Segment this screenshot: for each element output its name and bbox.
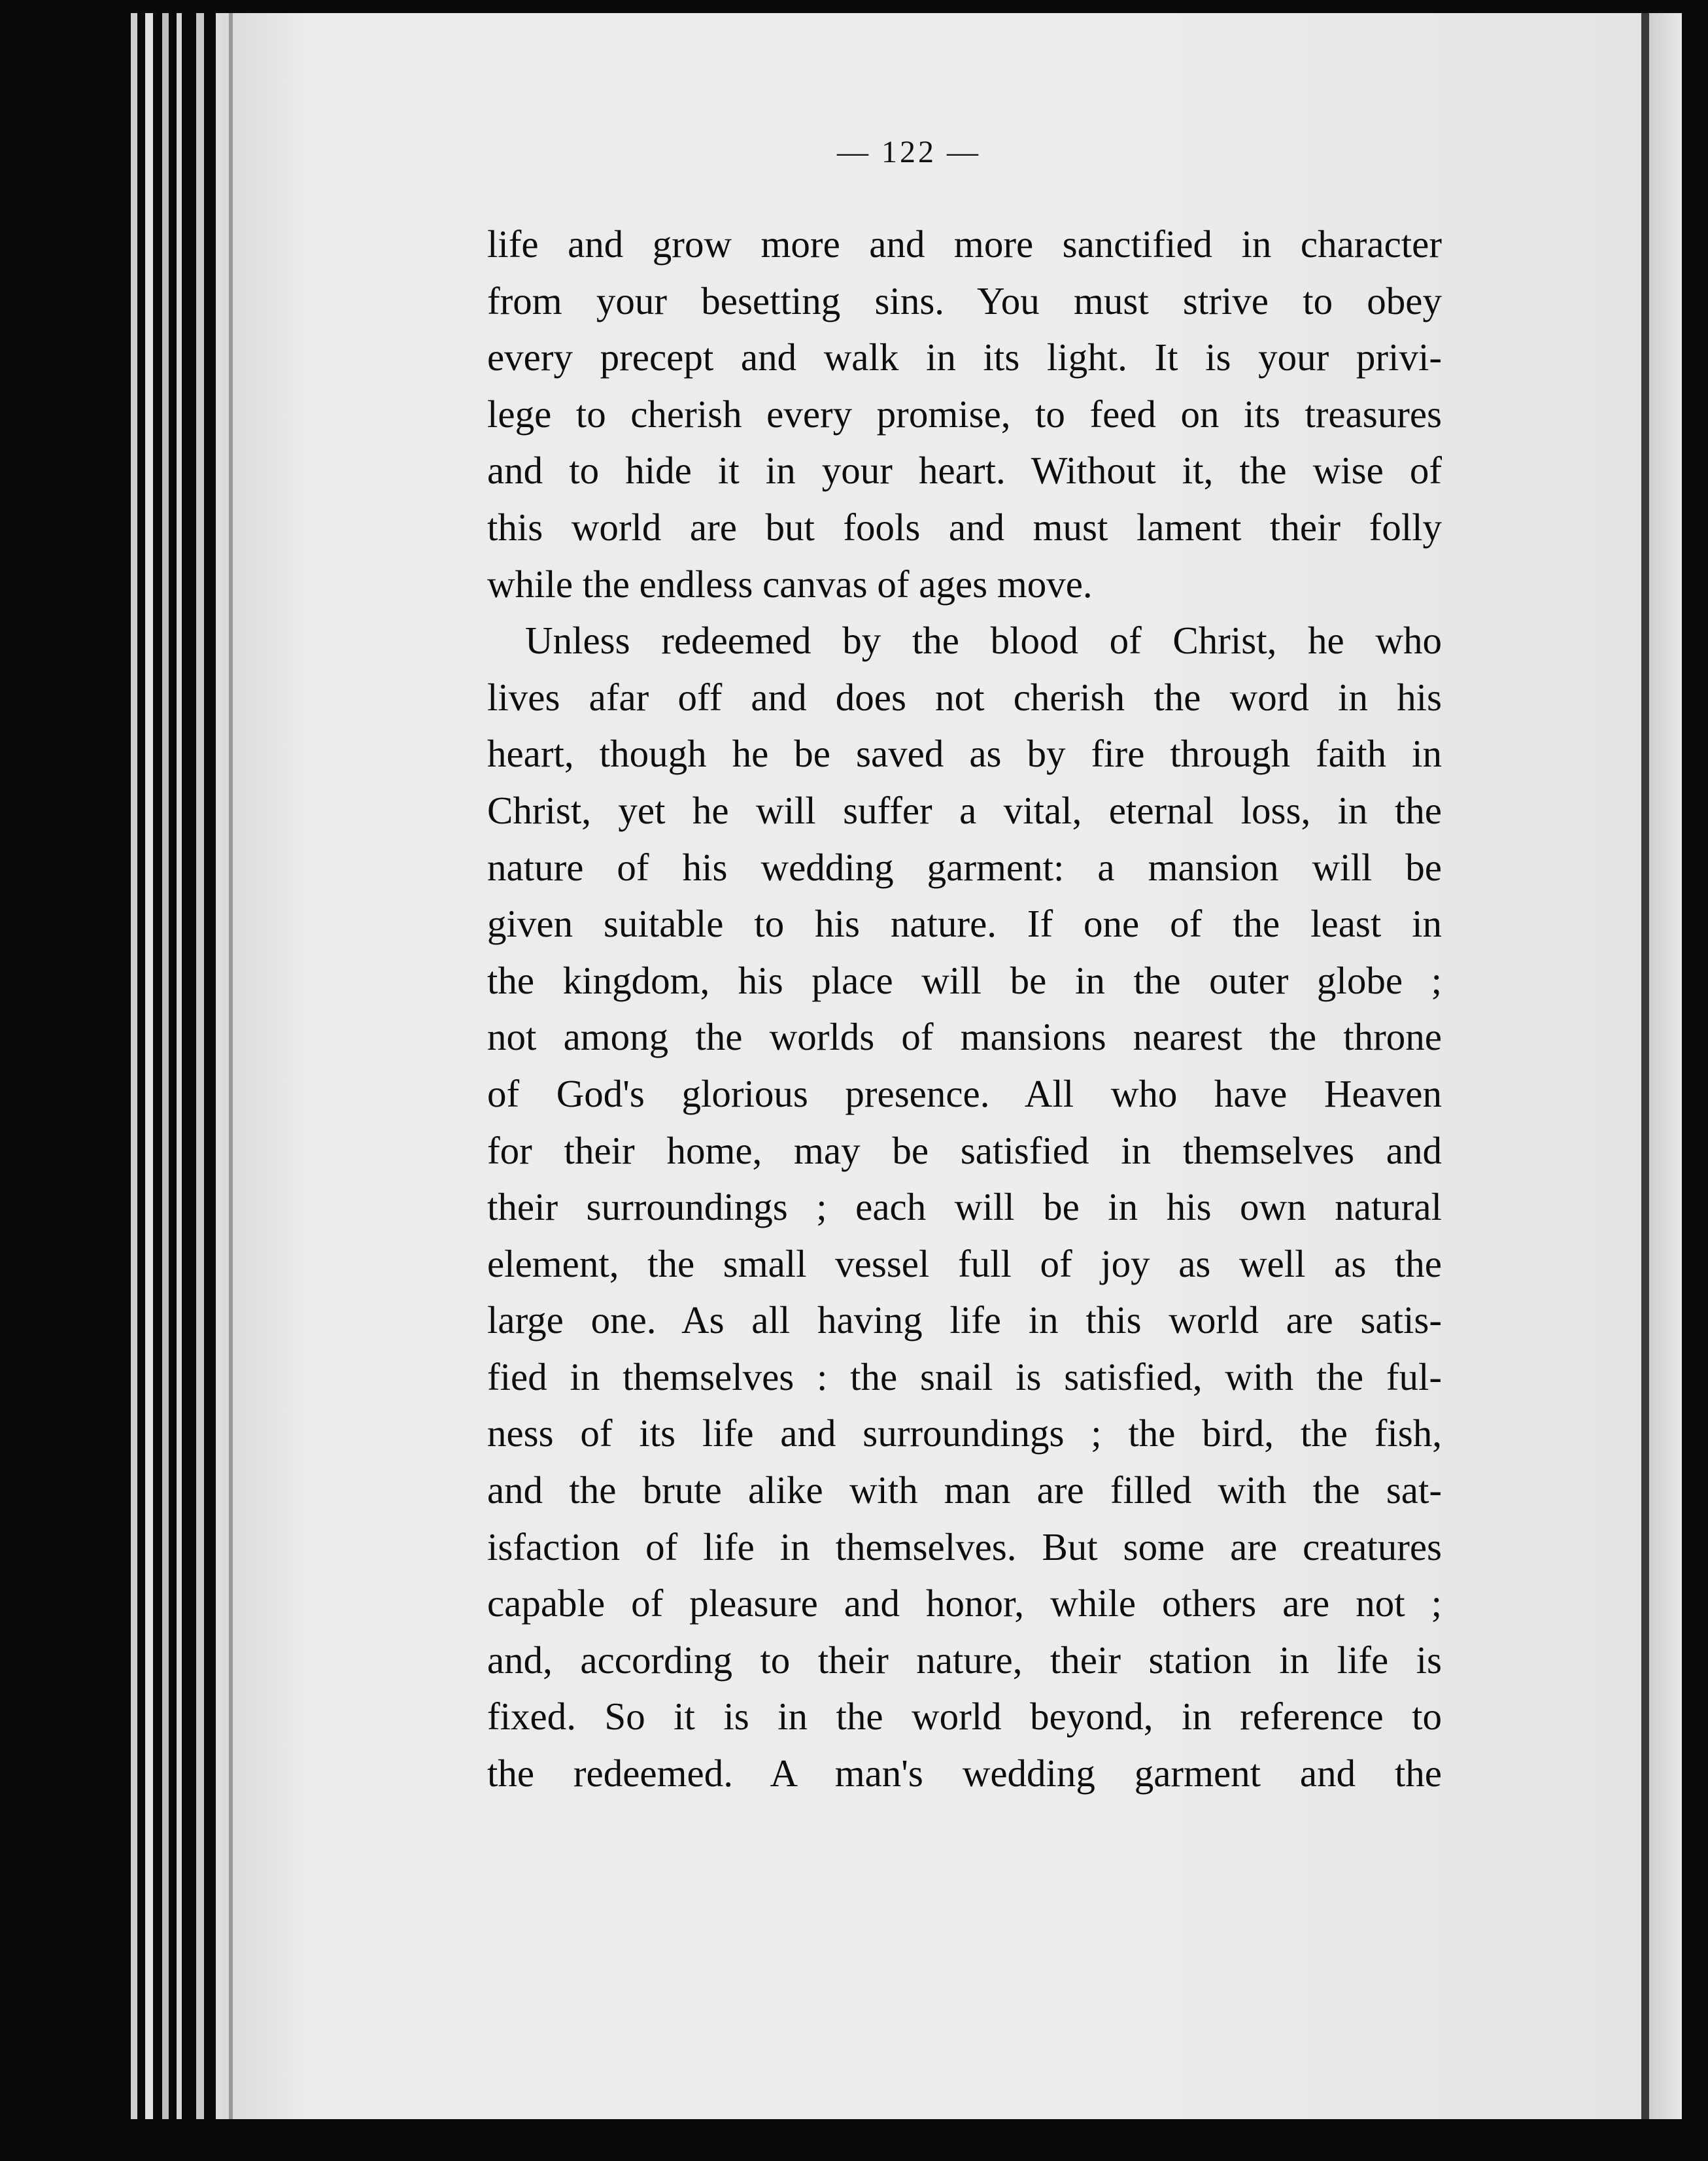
text-line: isfaction of life in themselves. But some are creatures: [487, 1525, 1442, 1568]
text-line: Unless redeemed by the blood of Christ, he who: [525, 619, 1442, 663]
text-line: given suitable to his nature. If one of the least in: [487, 902, 1442, 946]
text-line: every precept and walk in its light. It is your privi-: [487, 336, 1442, 379]
paragraph: [487, 612, 1442, 1801]
bottom-margin: [0, 2119, 1708, 2161]
text-line: lege to cherish every promise, to feed on its treasures: [487, 392, 1442, 436]
gutter-rule: [229, 13, 233, 2119]
text-line: heart, though he be saved as by fire through faith in: [487, 732, 1442, 776]
text-line: fixed. So it is in the world beyond, in reference to: [487, 1695, 1442, 1738]
right-page-edge: [1641, 13, 1649, 2119]
text-line: Christ, yet he will suffer a vital, eternal loss, in the: [487, 788, 1442, 832]
text-line: capable of pleasure and honor, while others are not ;: [487, 1582, 1442, 1625]
body-text: [487, 216, 1442, 1802]
book-edge-strip: [177, 13, 182, 2161]
text-line: for their home, may be satisfied in themselves and: [487, 1128, 1442, 1172]
book-edge-strip: [216, 13, 222, 2161]
text-line: the kingdom, his place will be in the outer globe ;: [487, 958, 1442, 1002]
text-line: and to hide it in your heart. Without it, the wise of: [487, 449, 1442, 493]
text-line: nature of his wedding garment: a mansion will be: [487, 845, 1442, 889]
book-edge-strip: [131, 13, 137, 2161]
book-edge-strip: [196, 13, 204, 2161]
text-line: not among the worlds of mansions nearest the throne: [487, 1015, 1442, 1059]
paragraph: [487, 216, 1442, 612]
text-line: and, according to their nature, their station in life is: [487, 1638, 1442, 1682]
right-page-strip: [1649, 13, 1682, 2119]
right-margin: [1682, 0, 1708, 2161]
text-line: life and grow more and more sanctified in character: [487, 222, 1442, 266]
book-edge-strip: [145, 13, 153, 2161]
text-line: and the brute alike with man are filled with the sat-: [487, 1468, 1442, 1512]
page-number: — 122 —: [837, 135, 981, 169]
book-edge-strip: [162, 13, 169, 2161]
text-line: the redeemed. A man's wedding garment and the: [487, 1752, 1442, 1795]
text-line: while the endless canvas of ages move.: [487, 562, 1093, 606]
text-line: from your besetting sins. You must strive to obey: [487, 279, 1442, 322]
text-line: element, the small vessel full of joy as well as the: [487, 1241, 1442, 1285]
text-line: their surroundings ; each will be in his own natural: [487, 1185, 1442, 1229]
text-line: fied in themselves : the snail is satisfied, with the ful-: [487, 1355, 1442, 1398]
text-line: of God's glorious presence. All who have Heaven: [487, 1071, 1442, 1115]
text-line: lives afar off and does not cherish the word in his: [487, 675, 1442, 719]
text-line: large one. As all having life in this world are satis-: [487, 1298, 1442, 1342]
text-line: this world are but fools and must lament their folly: [487, 505, 1442, 549]
text-line: ness of its life and surroundings ; the bird, the fish,: [487, 1411, 1442, 1455]
